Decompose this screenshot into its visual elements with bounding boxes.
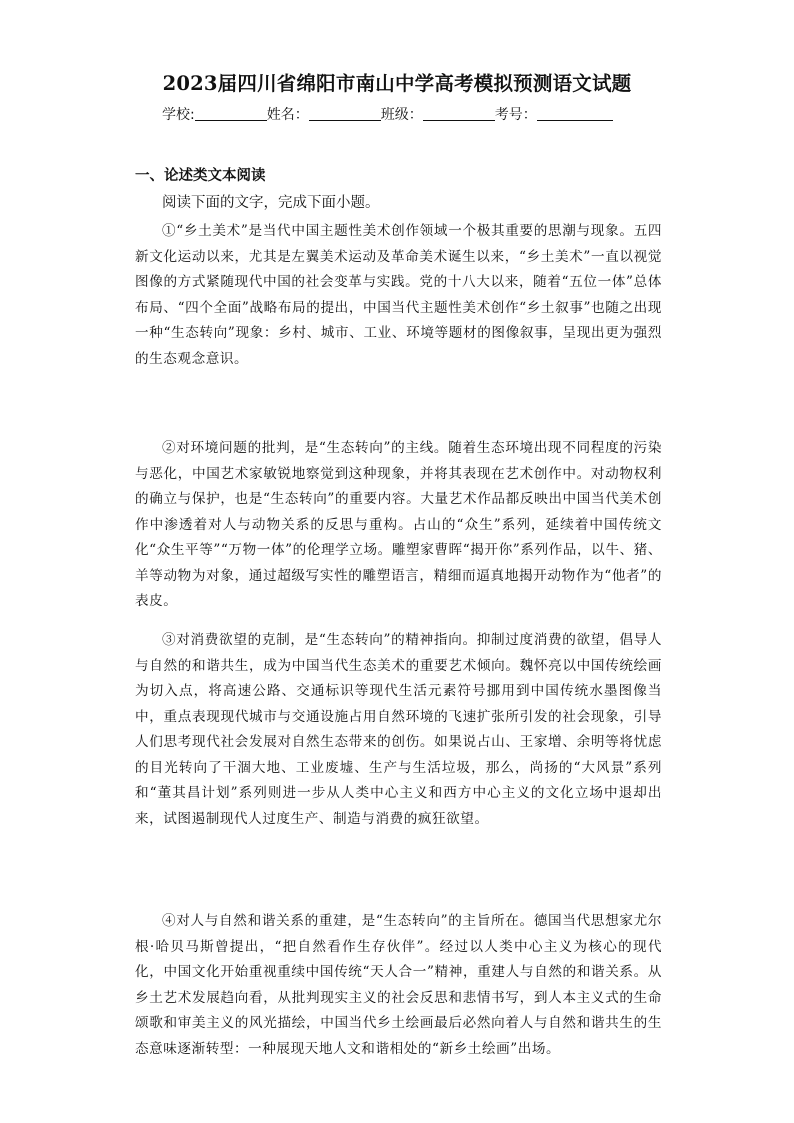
reading-instruction: 阅读下面的文字，完成下面小题。 — [162, 195, 380, 211]
exam-no-blank — [537, 108, 613, 121]
paragraph-1 — [135, 219, 662, 372]
paragraph-text: ④对人与自然和谐关系的重建，是“生态转向”的主旨所在。德国当代思想家尤尔根·哈贝马斯曾提出，“把自然看作生存伙伴”。经过以人类中心主义为核心的现代化，中国文化开始重视重续中国传统“天人合一”精神，重建人与自然的和谐关系。从乡土艺术发展趋向看，从批判现实主义的社会反思和悲情书写，到人本主义式的生命颂歌和审美主义的风光描绘，中国当代乡土绘画最后必然向着人与自然和谐共生的生态意味逐渐转型：一种展现天地人文和谐相处的“新乡土绘画”出场。 — [135, 913, 662, 1057]
name-blank — [309, 108, 381, 121]
paragraph-3 — [135, 628, 662, 832]
paragraph-text: ①“乡土美术”是当代中国主题性美术创作领域一个极其重要的思潮与现象。五四新文化运动以来，尤其是左翼美术运动及革命美术诞生以来，“乡土美术”一直以视觉图像的方式紧随现代中国的社会变革与实践。党的十八大以来，随着“五位一体”总体布局、“四个全面”战略布局的提出，中国当代主题性美术创作“乡土叙事”也随之出现一种“生态转向”现象：乡村、城市、工业、环境等题材的图像叙事，呈现出更为强烈的生态观念意识。 — [135, 223, 662, 367]
class-blank — [423, 108, 495, 121]
page-title: 2023届四川省绵阳市南山中学高考模拟预测语文试题 — [162, 72, 632, 95]
paragraph-text: ③对消费欲望的克制，是“生态转向”的精神指向。抑制过度消费的欲望，倡导人与自然的和谐共生，成为中国当代生态美术的重要艺术倾向。魏怀亮以中国传统绘画为切入点，将高速公路、交通标识等现代生活元素符号挪用到中国传统水墨图像当中，重点表现现代城市与交通设施占用自然环境的飞速扩张所引发的社会现象，引导人们思考现代社会发展对自然生态带来的创伤。如果说占山、王家增、余明等将忧虑的目光转向了干涸大地、工业废墟、生产与生活垃圾，那么，尚扬的“大风景”系列和“董其昌计划”系列则进一步从人类中心主义和西方中心主义的文化立场中退却出来，试图遏制现代人过度生产、制造与消费的疯狂欲望。 — [135, 632, 662, 827]
name-label: 姓名： — [266, 107, 309, 123]
exam-no-label: 考号： — [494, 107, 537, 123]
school-label: 学校: — [162, 107, 195, 123]
section-heading: 一、论述类文本阅读 — [135, 168, 266, 184]
class-label: 班级： — [380, 107, 423, 123]
paragraph-2 — [135, 436, 662, 615]
student-info-line — [162, 104, 613, 124]
paragraph-4 — [135, 909, 662, 1062]
school-blank — [195, 108, 267, 121]
paragraph-text: ②对环境问题的批判，是“生态转向”的主线。随着生态环境出现不同程度的污染与恶化，中国艺术家敏锐地察觉到这种现象，并将其表现在艺术创作中。对动物权利的确立与保护，也是“生态转向”的重要内容。大量艺术作品都反映出中国当代美术创作中渗透着对人与动物关系的反思与重构。占山的“众生”系列，延续着中国传统文化“众生平等”“万物一体”的伦理学立场。雕塑家曹晖“揭开你”系列作品，以牛、猪、羊等动物为对象，通过超级写实性的雕塑语言，精细而逼真地揭开动物作为“他者”的表皮。 — [135, 440, 662, 609]
